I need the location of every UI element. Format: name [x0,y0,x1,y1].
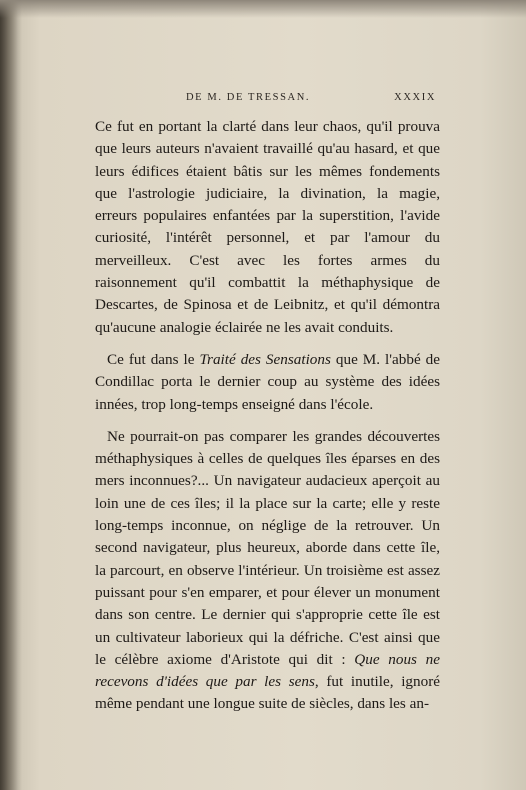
paragraph-1 [95,116,440,339]
running-title: DE M. DE TRESSAN. [186,92,311,103]
page-top-edge [0,0,526,18]
body-text [95,116,440,716]
paragraph-3-after: , fut inutile, ignoré même pendant une longue suite de siècles, dans les an- [95,673,440,713]
paragraph-2-after: que M. l'abbé de Condillac porta le dernier coup au système des idées innées, trop long-temps enseigné dans l'école. [95,350,440,413]
page-number: XXXIX [394,92,436,103]
paragraph-2 [95,349,440,416]
gutter-shadow [0,0,22,790]
paragraph-1-text: Ce fut en portant la clarté dans leur chaos, qu'il prouva que leurs auteurs n'avaient travaillé qu'au hasard, et que leurs édifices étaient bâtis sur les mêmes fondements que l'astrologie judiciaire, la divination, la magie, erreurs populaires enfantées par la superstition, l'avide curiosité, l'intérêt personnel, et par l'amour du merveilleux. C'est avec les fortes armes du raisonnement qu'il combattit la méthaphysique de Descartes, de Spinosa et de Leibnitz, et qu'il démontra qu'aucune analogie éclairée ne les avait conduits. [95,118,440,336]
paragraph-3-before: Ne pourrait-on pas comparer les grandes découvertes méthaphysiques à celles de quelques îles éparses en des mers inconnues?... Un navigateur audacieux aperçoit au loin une de ces îles; il la place sur la carte; elle y reste long-temps inconnue, on néglige de la retrouver. Un second navigateur, plus heureux, aborde dans cette île, la parcourt, en observe l'intérieur. Un troisième est assez puissant pour s'en emparer, et pour élever un monument dans son centre. Le dernier qui s'approprie cette île est un cultivateur laborieux qui la défriche. C'est ainsi que le célèbre axiome d'Aristote qui dit : [95,427,440,668]
paragraph-3 [95,426,440,716]
paragraph-2-before: Ce fut dans le [107,350,200,368]
paragraph-3-quote: Que nous ne recevons d'idées que par les sens [95,650,440,691]
paragraph-2-title: Traité des Sensations [199,350,331,368]
running-header [186,92,436,103]
